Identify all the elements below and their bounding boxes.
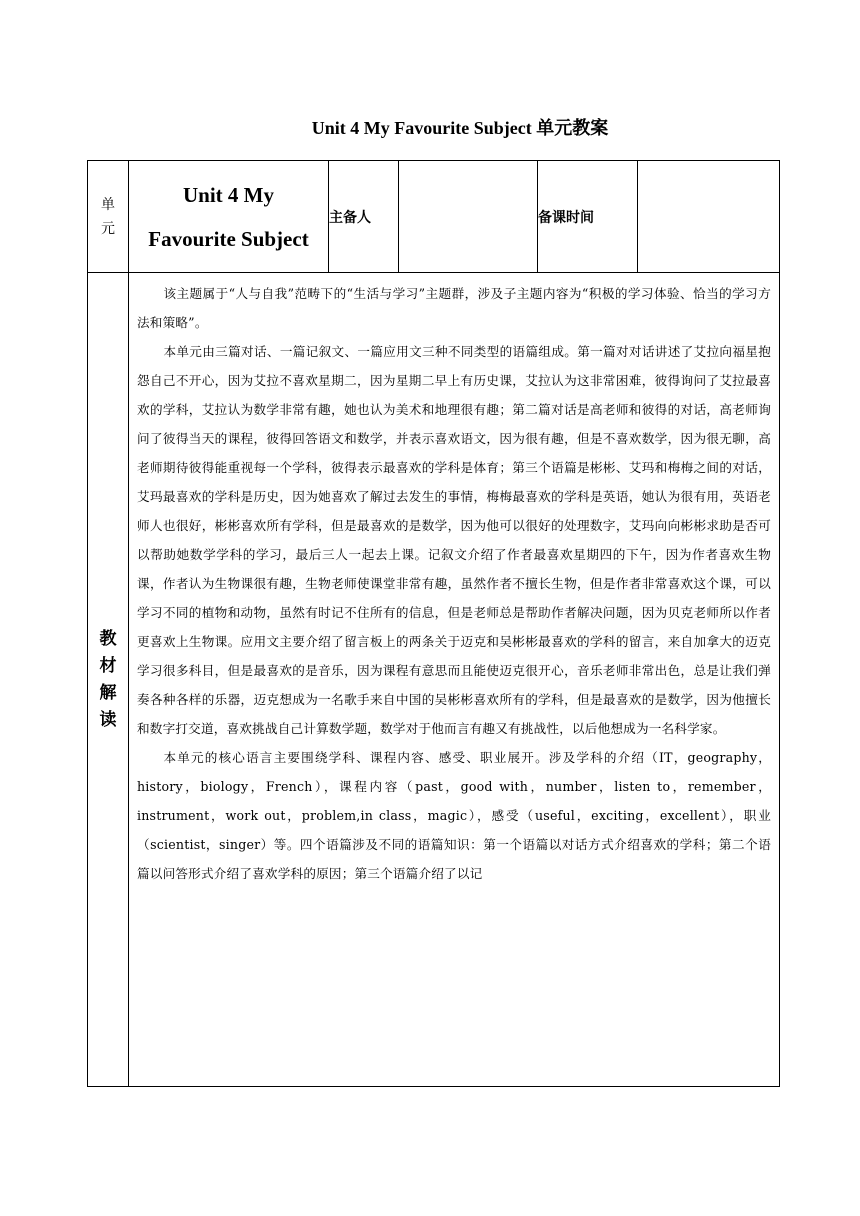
analysis-paragraph-language: 本单元的核心语言主要围绕学科、课程内容、感受、职业展开。涉及学科的介绍（IT，geography，history，biology，French），课程内容（past，good with，number，listen to，remember，instrument，work out，problem,in class，magic），感受（useful，exciting，excellent），职业（scientist，singer）等。四个语篇涉及不同的语篇知识：第一个语篇以对话方式介绍喜欢的学科；第二个语篇以问答形式介绍了喜欢学科的原因；第三个语篇介绍了以记 xyxy=(137,750,771,881)
analysis-content-cell xyxy=(129,273,780,1087)
unit-label-char-2: 元 xyxy=(101,220,115,237)
document-title: Unit 4 My Favourite Subject 单元教案 xyxy=(311,118,609,138)
header-row xyxy=(88,161,780,273)
analysis-label-char: 材 xyxy=(99,655,117,676)
analysis-label-cell xyxy=(88,273,129,1087)
main-preparer-label: 主备人 xyxy=(329,161,399,273)
analysis-label-char: 教 xyxy=(99,628,117,649)
analysis-row xyxy=(88,273,780,1087)
unit-name-line-2: Favourite Subject xyxy=(148,226,309,251)
analysis-label-char: 读 xyxy=(99,709,117,730)
main-preparer-value xyxy=(399,161,538,273)
unit-name-line-1: Unit 4 My xyxy=(183,182,274,207)
prep-time-label: 备课时间 xyxy=(538,161,638,273)
unit-label-char-1: 单 xyxy=(101,196,115,213)
analysis-label-char: 解 xyxy=(99,682,117,703)
unit-name-cell xyxy=(129,161,329,273)
analysis-paragraph-texts: 本单元由三篇对话、一篇记叙文、一篇应用文三种不同类型的语篇组成。第一篇对对话讲述了艾拉向福星抱怨自己不开心，因为艾拉不喜欢星期二，因为星期二早上有历史课，艾拉认为这非常困难，彼得询问了艾拉最喜欢的学科，艾拉认为数学非常有趣，她也认为美术和地理很有趣；第二篇对话是高老师和彼得的对话，高老师询问了彼得当天的课程，彼得回答语文和数学，并表示喜欢语文，因为很有趣，但是不喜欢数学，因为很无聊，高老师期待彼得能重视每一个学科，彼得表示最喜欢的学科是体育；第三个语篇是彬彬、艾玛和梅梅之间的对话，艾玛最喜欢的学科是历史，因为她喜欢了解过去发生的事情，梅梅最喜欢的学科是英语，她认为很有用，英语老师人也很好，彬彬喜欢所有学科，但是最喜欢的是数学，因为他可以很好的处理数字，艾玛向向彬彬求助是否可以帮助她数学学科的学习，最后三人一起去上课。记叙文介绍了作者最喜欢星期四的下午，因为作者喜欢生物课，作者认为生物课很有趣，生物老师使课堂非常有趣，虽然作者不擅长生物，但是作者非常喜欢这个课，可以学习不同的植物和动物，虽然有时记不住所有的信息，但是老师总是帮助作者解决问题，因为贝克老师所以作者更喜欢上生物课。应用文主要介绍了留言板上的两条关于迈克和吴彬彬最喜欢的学科的留言，来自加拿大的迈克学习很多科目，但是最喜欢的是音乐，因为课程有意思而且能使迈克很开心，音乐老师非常出色，总是让我们弹奏各种各样的乐器，迈克想成为一名歌手来自中国的吴彬彬喜欢所有的学科，但是最喜欢的是数学，因为他擅长和数字打交道，喜欢挑战自己计算数学题，数学对于他而言有趣又有挑战性，以后他想成为一名科学家。 xyxy=(137,344,771,736)
unit-label-cell xyxy=(88,161,129,273)
prep-time-value xyxy=(638,161,780,273)
analysis-paragraph-theme: 该主题属于“人与自我”范畴下的“生活与学习”主题群，涉及子主题内容为“积极的学习体验、恰当的学习方法和策略”。 xyxy=(137,286,771,330)
lesson-plan-table xyxy=(87,160,780,1087)
